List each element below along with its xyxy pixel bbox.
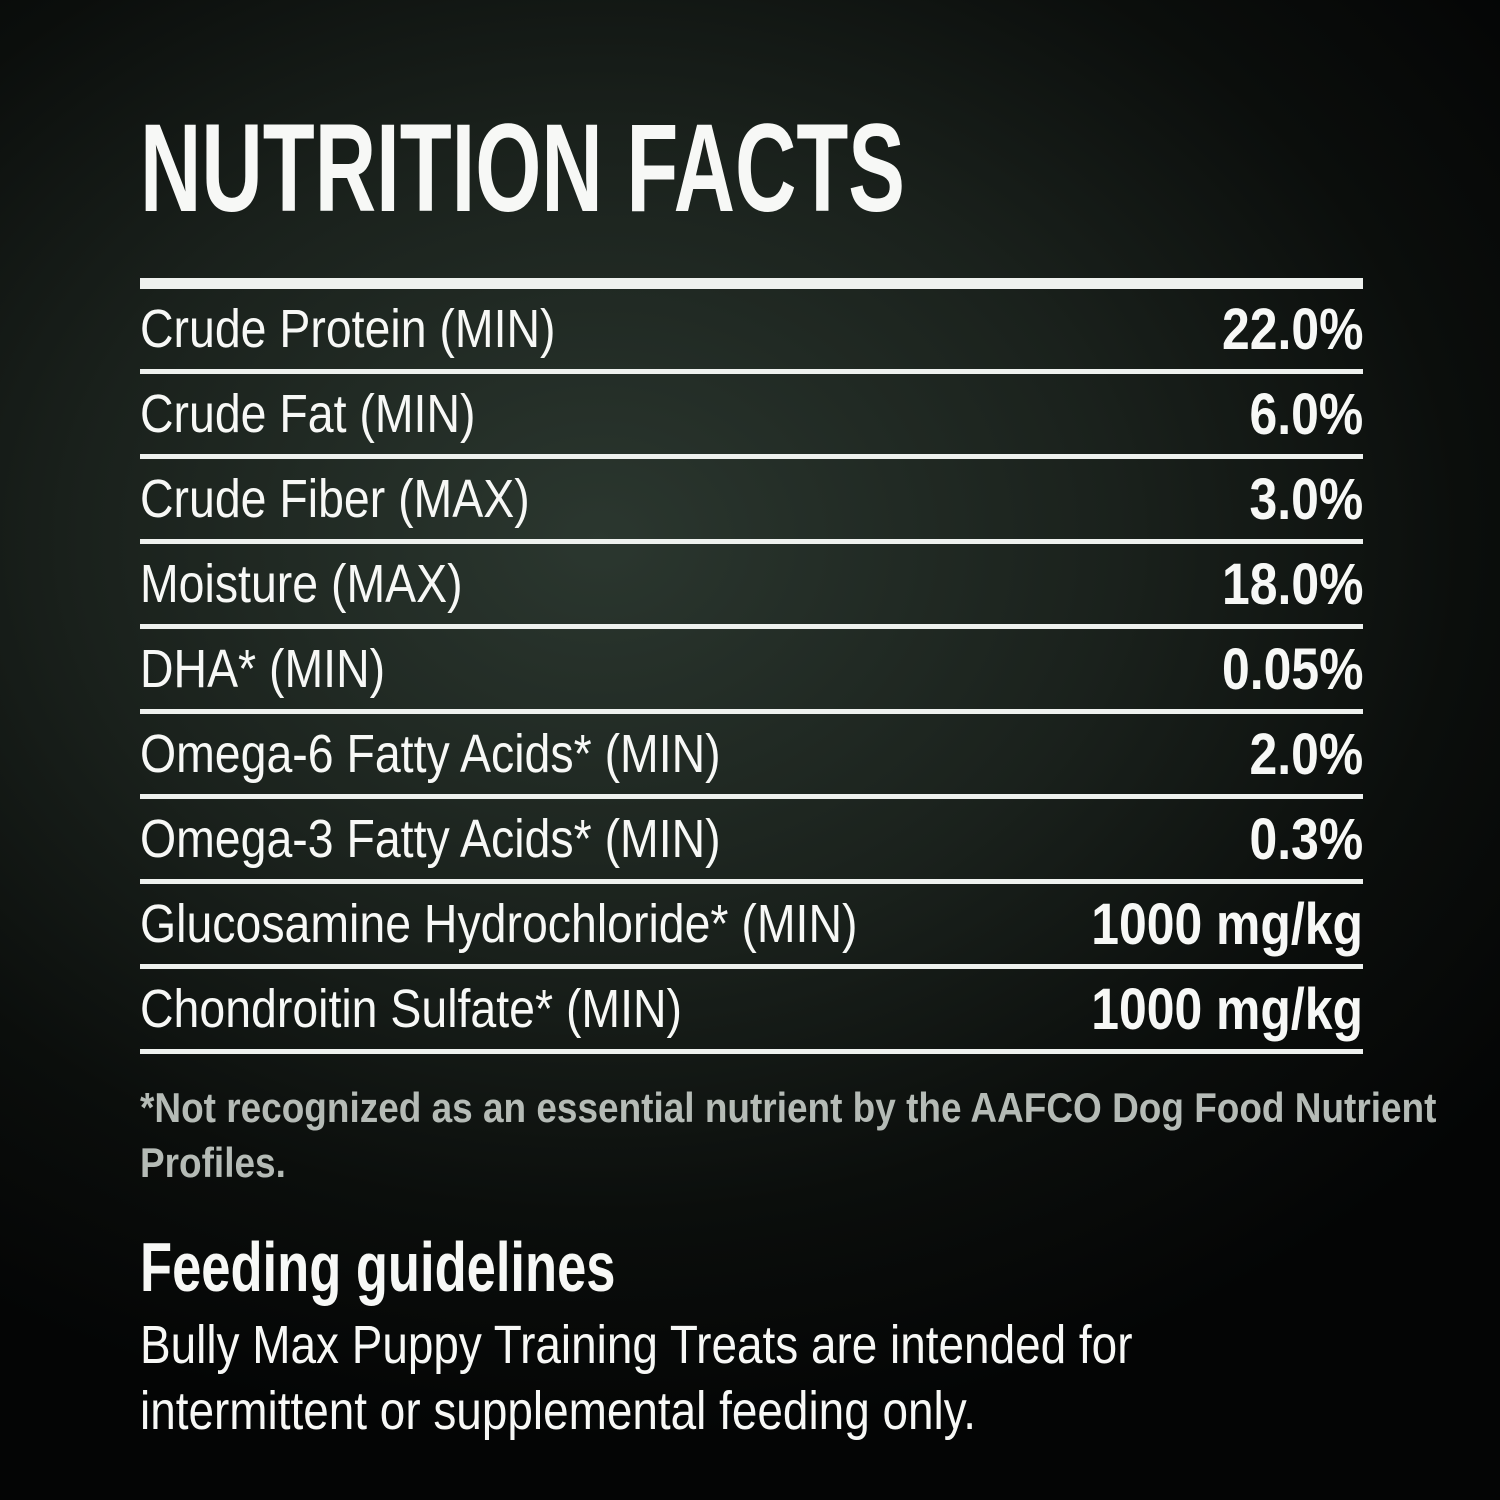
table-row	[140, 374, 1363, 459]
nutrient-value: 1000 mg/kg	[1091, 976, 1363, 1042]
footnote-line: Profiles.	[140, 1139, 286, 1186]
nutrient-value: 0.05%	[1221, 636, 1363, 702]
feeding-guidelines-heading: Feeding guidelines	[140, 1228, 616, 1306]
nutrient-value: 0.3%	[1249, 806, 1363, 872]
nutrient-label: DHA* (MIN)	[140, 639, 386, 699]
nutrient-label: Omega-6 Fatty Acids* (MIN)	[140, 724, 721, 784]
table-row	[140, 544, 1363, 629]
table-row	[140, 289, 1363, 374]
footnote-line: *Not recognized as an essential nutrient by the AAFCO Dog Food Nutrient	[140, 1084, 1437, 1131]
nutrient-value: 3.0%	[1249, 466, 1363, 532]
nutrient-label: Crude Fiber (MAX)	[140, 469, 530, 529]
nutrient-label: Crude Protein (MIN)	[140, 299, 556, 359]
nutrient-value: 22.0%	[1221, 296, 1363, 362]
nutrient-value: 6.0%	[1249, 381, 1363, 447]
aafco-footnote	[140, 1080, 1500, 1190]
nutrient-value: 1000 mg/kg	[1091, 891, 1363, 957]
nutrient-label: Glucosamine Hydrochloride* (MIN)	[140, 894, 858, 954]
nutrient-value: 18.0%	[1221, 551, 1363, 617]
table-row	[140, 969, 1363, 1054]
page-title: NUTRITION FACTS	[140, 99, 905, 238]
table-row	[140, 799, 1363, 884]
nutrient-label: Moisture (MAX)	[140, 554, 463, 614]
table-row	[140, 629, 1363, 714]
table-row	[140, 714, 1363, 799]
nutrient-value: 2.0%	[1249, 721, 1363, 787]
table-row	[140, 459, 1363, 544]
feeding-guidelines-text	[140, 1312, 1308, 1444]
feeding-text-line: Bully Max Puppy Training Treats are intended for	[140, 1315, 1133, 1375]
nutrient-label: Chondroitin Sulfate* (MIN)	[140, 979, 683, 1039]
nutrient-label: Omega-3 Fatty Acids* (MIN)	[140, 809, 721, 869]
nutrient-label: Crude Fat (MIN)	[140, 384, 476, 444]
feeding-text-line: intermittent or supplemental feeding only.	[140, 1381, 977, 1441]
table-row	[140, 884, 1363, 969]
facts-table	[140, 278, 1363, 1054]
